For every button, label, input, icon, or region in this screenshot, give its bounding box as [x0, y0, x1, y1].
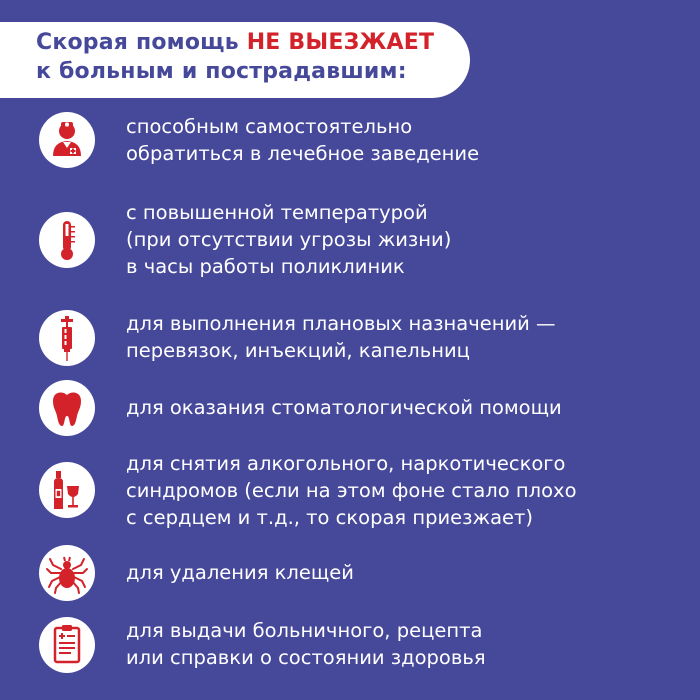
item-line: для удаления клещей	[126, 561, 354, 584]
item-text	[126, 199, 451, 280]
header-line-2: к больным и пострадавшим:	[36, 59, 407, 84]
syringe-icon	[39, 310, 95, 366]
header-accent: НЕ ВЫЕЗЖАЕТ	[246, 30, 435, 55]
item-text	[126, 559, 354, 586]
item-line: с повышенной температурой	[126, 201, 428, 224]
bottle-glass-icon	[39, 462, 95, 518]
item-line: перевязок, инъекций, капельниц	[126, 339, 470, 362]
item-line: для оказания стоматологической помощи	[126, 396, 562, 419]
thermometer-icon	[39, 212, 95, 268]
item-line: для снятия алкогольного, наркотического	[126, 452, 566, 475]
item-text	[126, 450, 577, 531]
item-line: для выполнения плановых назначений —	[126, 312, 556, 335]
item-line: обратиться в лечебное заведение	[126, 142, 480, 165]
tooth-icon	[39, 380, 95, 436]
item-line: с сердцем и т.д., то скорая приезжает)	[126, 506, 534, 529]
tick-icon	[39, 545, 95, 601]
header-prefix: Скорая помощь	[36, 30, 247, 55]
item-text	[126, 310, 556, 364]
item-line: или справки о состоянии здоровья	[126, 646, 486, 669]
header-line-1	[36, 30, 434, 55]
item-line: (при отсутствии угрозы жизни)	[126, 228, 452, 251]
item-line: в часы работы поликлиник	[126, 255, 405, 278]
doctor-icon	[39, 112, 95, 168]
item-line: для выдачи больничного, рецепта	[126, 619, 483, 642]
clipboard-icon	[39, 617, 95, 673]
header-banner	[0, 22, 470, 98]
item-text	[126, 394, 562, 421]
item-text	[126, 617, 486, 671]
item-line: синдромов (если на этом фоне стало плохо	[126, 479, 577, 502]
item-line: способным самостоятельно	[126, 115, 413, 138]
item-text	[126, 113, 479, 167]
